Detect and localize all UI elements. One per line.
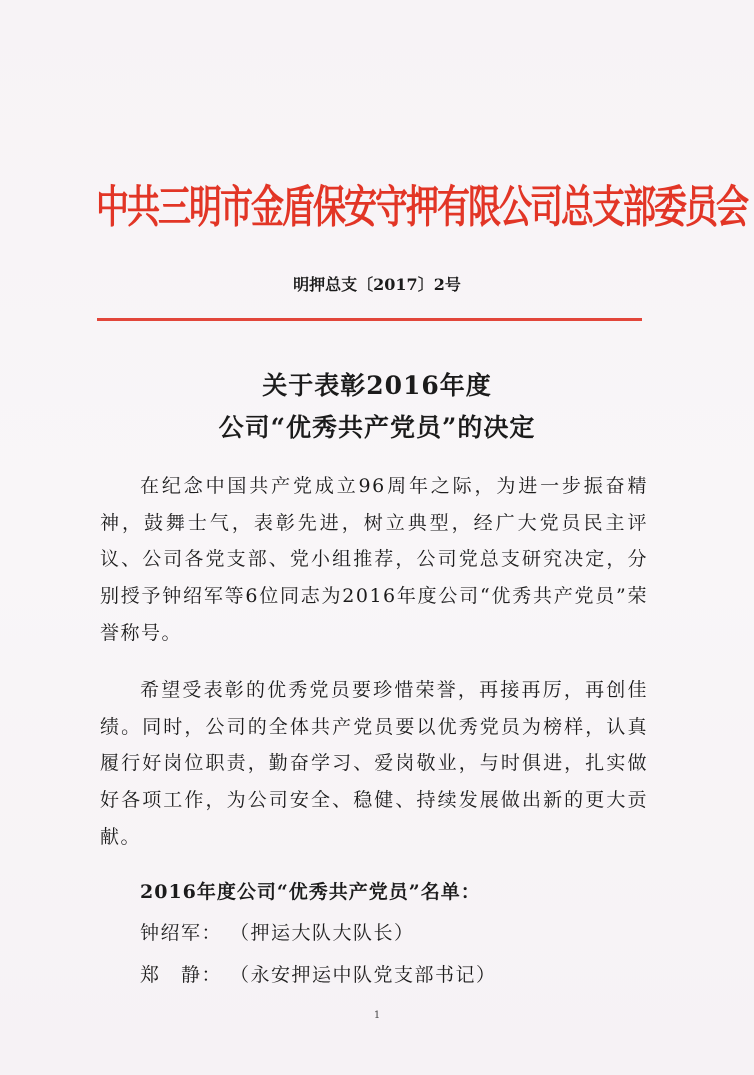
honoree-name: 钟绍军： [140,922,223,944]
document-title-line-1: 关于表彰2016年度 [262,371,492,400]
body-paragraph-1: 在纪念中国共产党成立96周年之际，为进一步振奋精神，鼓舞士气，表彰先进，树立典型，经广大党员民主评议、公司各党支部、党小组推荐，公司党总支研究决定，分别授予钟绍军等6位同志为2016年度公司“优秀共产党员”荣誉称号。 [100,475,648,644]
page-number: 1 [373,1010,381,1021]
honoree-name: 郑 静： [140,964,223,986]
document-title-line-2: 公司“优秀共产党员”的决定 [218,413,536,442]
honoree-list-item [140,960,497,987]
honoree-list-heading: 2016年度公司“优秀共产党员”名单： [140,881,481,903]
honoree-role: （押运大队大队长） [230,922,415,944]
red-divider [97,318,642,321]
document-number: 明押总支〔2017〕2号 [293,275,461,294]
body-paragraph-2: 希望受表彰的优秀党员要珍惜荣誉，再接再厉，再创佳绩。同时，公司的全体共产党员要以优秀党员为榜样，认真履行好岗位职责，勤奋学习、爱岗敬业，与时俱进，扎实做好各项工作，为公司安全、稳健、持续发展做出新的更大贡献。 [100,679,648,848]
honoree-list-item [140,918,415,945]
honoree-role: （永安押运中队党支部书记） [230,964,497,986]
org-header: 中共三明市金盾保安守押有限公司总支部委员会 [96,180,747,233]
